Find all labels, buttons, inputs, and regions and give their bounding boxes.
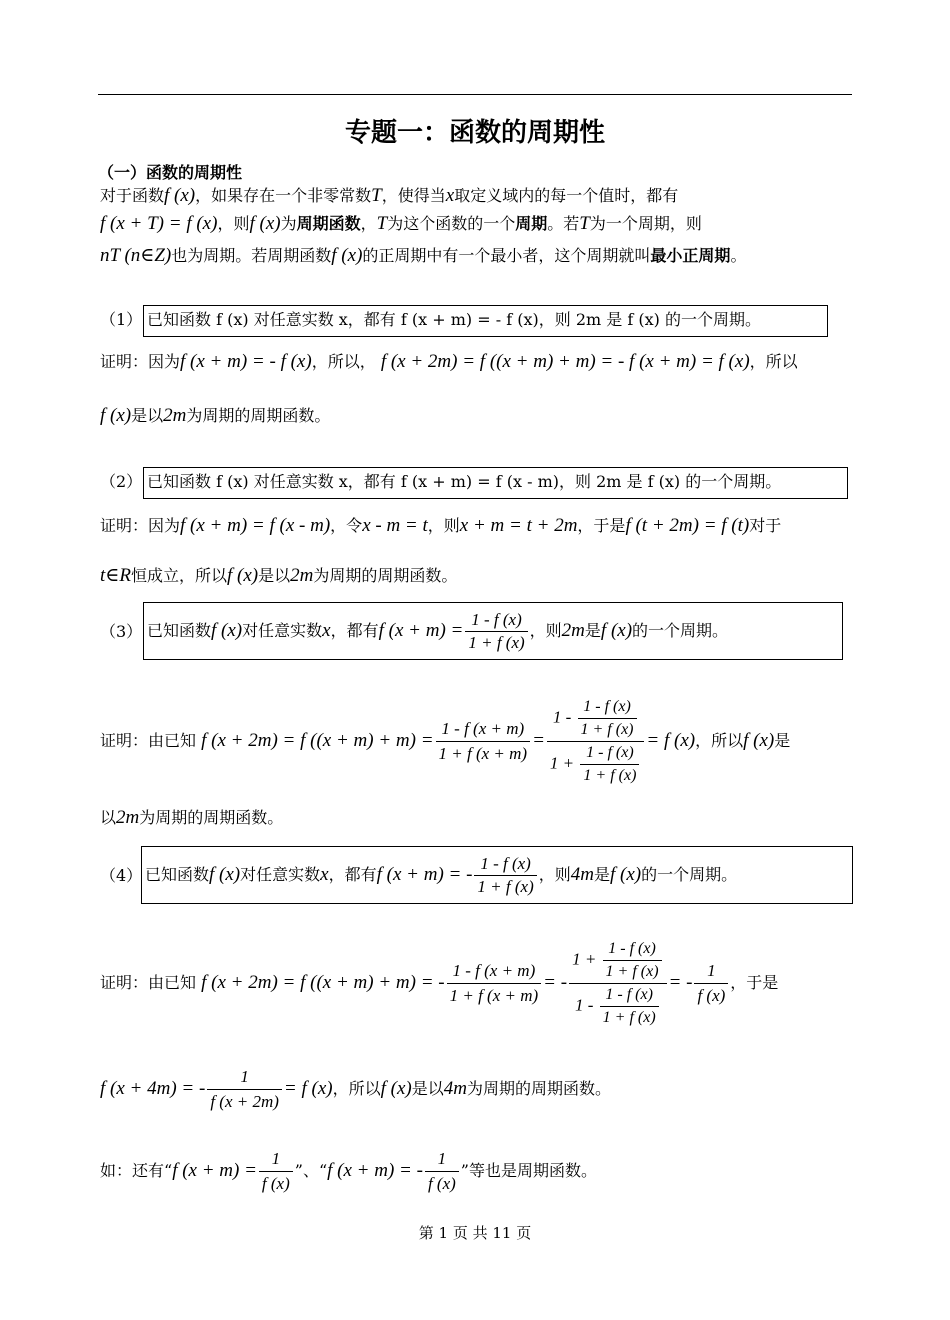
denominator: f (x) — [697, 986, 726, 1005]
numerator: 1 — [259, 1147, 293, 1172]
math: f (x + 2m) = f ((x + m) + m) = - — [201, 972, 445, 993]
p1-proof-line-1 — [100, 350, 798, 374]
denominator: 1 + f (x) — [605, 963, 659, 980]
text: 如：还有“ — [100, 1161, 173, 1180]
p2-number: （2） — [100, 472, 143, 491]
text: 的一个周期。 — [632, 621, 729, 640]
math: 2m — [290, 565, 314, 586]
math: nT (n∈Z) — [100, 245, 172, 266]
p2-statement: 已知函数 f (x) 对任意实数 x，都有 f (x + m) = f (x - m)，则 2m 是 f (x) 的一个周期。 — [147, 472, 782, 491]
text: ，则 — [538, 865, 571, 884]
denominator: 1 + f (x + m) — [449, 986, 539, 1005]
text: 。 — [730, 246, 747, 265]
math: x - m = t — [362, 515, 428, 536]
math: f (x + m) = — [378, 620, 464, 641]
math: = f (x) — [646, 730, 696, 751]
math: f (x + m) = - f (x) — [180, 351, 312, 372]
math: f (x) — [209, 864, 241, 885]
intro-line-1 — [100, 184, 678, 208]
math: f (x + m) = - — [327, 1160, 423, 1181]
text: 为周期的周期函数。 — [139, 808, 284, 827]
text: 为一个周期，则 — [589, 214, 702, 233]
math: 4m — [443, 1078, 467, 1099]
text: ”等也是周期函数。 — [460, 1161, 597, 1180]
text: 为周期的周期函数。 — [466, 1079, 611, 1098]
text: ”、“ — [294, 1161, 328, 1180]
math: 1 + — [572, 949, 597, 969]
math: f (x) — [610, 864, 642, 885]
fraction — [474, 853, 536, 898]
inner-fraction — [578, 696, 637, 741]
compound-fraction — [547, 696, 644, 787]
denominator: 1 + f (x) — [477, 877, 534, 896]
text: 是 — [593, 865, 610, 884]
text: 为 — [280, 214, 297, 233]
text: 以 — [100, 808, 117, 827]
denominator: 1 + f (x) — [580, 721, 634, 738]
p2-proof-line-2 — [100, 564, 457, 588]
section-heading: （一）函数的周期性 — [98, 163, 243, 182]
text: 已知函数 — [145, 865, 210, 884]
bold-term: 最小正周期 — [650, 246, 731, 265]
text: ，所以， — [311, 352, 376, 371]
math: f (x) — [164, 185, 196, 206]
math: x — [445, 185, 455, 206]
text: 为周期的周期函数。 — [313, 566, 458, 585]
text: ，如果存在一个非零常数 — [195, 186, 372, 205]
math: f (x) — [331, 245, 363, 266]
p3-number: （3） — [100, 622, 143, 641]
math: f (x) — [249, 213, 281, 234]
math: f (x + 2m) = f ((x + m) + m) = - f (x + m) = f (x) — [380, 351, 750, 372]
text: ，于是 — [730, 973, 779, 992]
text: ，令 — [330, 516, 363, 535]
text: 也为周期。若周期函数 — [171, 246, 332, 265]
text: ，都有 — [328, 865, 377, 884]
denominator: 1 + f (x) — [602, 1009, 656, 1026]
text: 证明：因为 — [100, 516, 181, 535]
numerator: 1 — [425, 1147, 459, 1172]
text: ，都有 — [330, 621, 379, 640]
denominator: f (x) — [427, 1174, 456, 1193]
text: ，则 — [529, 621, 562, 640]
numerator: 1 — [694, 959, 728, 984]
intro-line-2 — [100, 212, 702, 236]
p4-number: （4） — [100, 866, 143, 885]
math: 2m — [116, 807, 140, 828]
math: f (x) — [380, 1078, 412, 1099]
fraction — [207, 1065, 282, 1114]
inner-fraction — [600, 984, 659, 1029]
text: 是以 — [411, 1079, 444, 1098]
numerator — [569, 938, 666, 984]
math: = f (x) — [283, 1078, 333, 1099]
text: 是 — [774, 731, 791, 750]
math: 2m — [163, 405, 187, 426]
math: 1 - — [574, 995, 594, 1015]
text: ，则 — [217, 214, 250, 233]
math: f (x + m) = f (x - m) — [180, 515, 331, 536]
p4-statement — [145, 850, 737, 900]
text: 。若 — [547, 214, 580, 233]
text: ，使得当 — [381, 186, 446, 205]
numerator: 1 - f (x + m) — [436, 717, 531, 742]
text: 是以 — [131, 406, 164, 425]
fraction — [259, 1147, 293, 1196]
text: 对任意实数 — [242, 621, 323, 640]
p2-proof-line-1 — [100, 514, 781, 538]
text: 对任意实数 — [240, 865, 321, 884]
text: 为周期的周期函数。 — [186, 406, 331, 425]
text: ，所以 — [749, 352, 798, 371]
math: x — [320, 864, 329, 885]
text: ，所以 — [695, 731, 744, 750]
denominator: 1 + f (x) — [468, 633, 525, 652]
bold-term: 周期 — [515, 214, 548, 233]
text: 的正周期中有一个最小者，这个周期就叫 — [362, 246, 651, 265]
text: 对于函数 — [100, 186, 165, 205]
math: f (x + 4m) = - — [100, 1078, 206, 1099]
math: T — [376, 213, 388, 234]
p1-statement-line — [100, 308, 142, 332]
math: f (x) — [211, 620, 243, 641]
p1-statement: 已知函数 f (x) 对任意实数 x，都有 f (x + m) = - f (x)，则 2m 是 f (x) 的一个周期。 — [147, 310, 761, 329]
denominator: f (x) — [261, 1174, 290, 1193]
text: 的一个周期。 — [641, 865, 738, 884]
math: x — [322, 620, 331, 641]
denominator: 1 + f (x + m) — [438, 744, 528, 763]
math: = — [532, 730, 545, 751]
text: ，所以 — [332, 1079, 381, 1098]
math: f (t + 2m) = f (t) — [625, 515, 750, 536]
text: 证明：由已知 — [100, 973, 197, 992]
math: = - — [668, 972, 693, 993]
numerator: 1 - f (x) — [578, 696, 637, 719]
text: ， — [360, 214, 377, 233]
math: T — [579, 213, 590, 234]
item-number: （1） — [100, 310, 143, 329]
text: ，则 — [427, 516, 460, 535]
top-rule — [98, 94, 852, 95]
math: f (x) — [226, 565, 259, 586]
fraction — [694, 959, 728, 1008]
text: ，于是 — [577, 516, 626, 535]
math: = - — [543, 972, 568, 993]
p4-proof-line-2 — [100, 1062, 611, 1116]
math: 1 + — [549, 753, 575, 773]
math: f (x + m) = - — [376, 864, 473, 885]
text: 恒成立，所以 — [130, 566, 227, 585]
p4-proof-line-1 — [100, 928, 778, 1038]
numerator — [547, 696, 644, 742]
denominator — [569, 984, 666, 1029]
numerator: 1 - f (x + m) — [447, 959, 542, 984]
numerator: 1 - f (x) — [580, 742, 639, 765]
text: 证明：因为 — [100, 352, 181, 371]
denominator: 1 + f (x) — [583, 767, 637, 784]
math: f (x) — [600, 620, 633, 641]
compound-fraction — [569, 938, 666, 1029]
math: 4m — [570, 864, 594, 885]
fraction — [447, 959, 542, 1008]
numerator: 1 - f (x) — [474, 853, 536, 876]
inner-fraction — [580, 742, 639, 787]
numerator: 1 - f (x) — [603, 938, 662, 961]
math: f (x + 2m) = f ((x + m) + m) = — [201, 730, 434, 751]
text: 是 — [584, 621, 601, 640]
fraction — [465, 609, 527, 654]
numerator: 1 — [207, 1065, 282, 1090]
bold-term: 周期函数 — [296, 214, 361, 233]
intro-line-3 — [100, 244, 746, 268]
fraction — [425, 1147, 459, 1196]
math: x + m = t + 2m — [459, 515, 578, 536]
text: 取定义域内的每一个值时，都有 — [454, 186, 679, 205]
numerator: 1 - f (x) — [465, 609, 527, 632]
math: f (x) — [100, 405, 132, 426]
math: f (x + T) = f (x) — [100, 213, 218, 234]
denominator — [547, 742, 644, 787]
math: t∈R — [100, 565, 131, 586]
extra-line — [100, 1144, 597, 1198]
text: 为这个函数的一个 — [387, 214, 516, 233]
p3-proof-line-1 — [100, 686, 790, 796]
math: 1 - — [552, 707, 572, 727]
math: T — [371, 185, 382, 206]
page-title: 专题一：函数的周期性 — [344, 118, 605, 148]
text: 证明：由已知 — [100, 731, 197, 750]
text: 对于 — [749, 516, 782, 535]
inner-fraction — [603, 938, 662, 983]
math: f (x) — [743, 730, 775, 751]
page-footer: 第 1 页 共 11 页 — [418, 1224, 532, 1242]
math: f (x + m) = — [172, 1160, 257, 1181]
p1-proof-line-2 — [100, 404, 330, 428]
p3-proof-line-2 — [100, 806, 283, 830]
text: 是以 — [258, 566, 291, 585]
math: 2m — [561, 620, 585, 641]
p3-statement — [147, 606, 728, 656]
numerator: 1 - f (x) — [600, 984, 659, 1007]
fraction — [436, 717, 531, 766]
text: 已知函数 — [147, 621, 212, 640]
denominator: f (x + 2m) — [210, 1092, 279, 1111]
